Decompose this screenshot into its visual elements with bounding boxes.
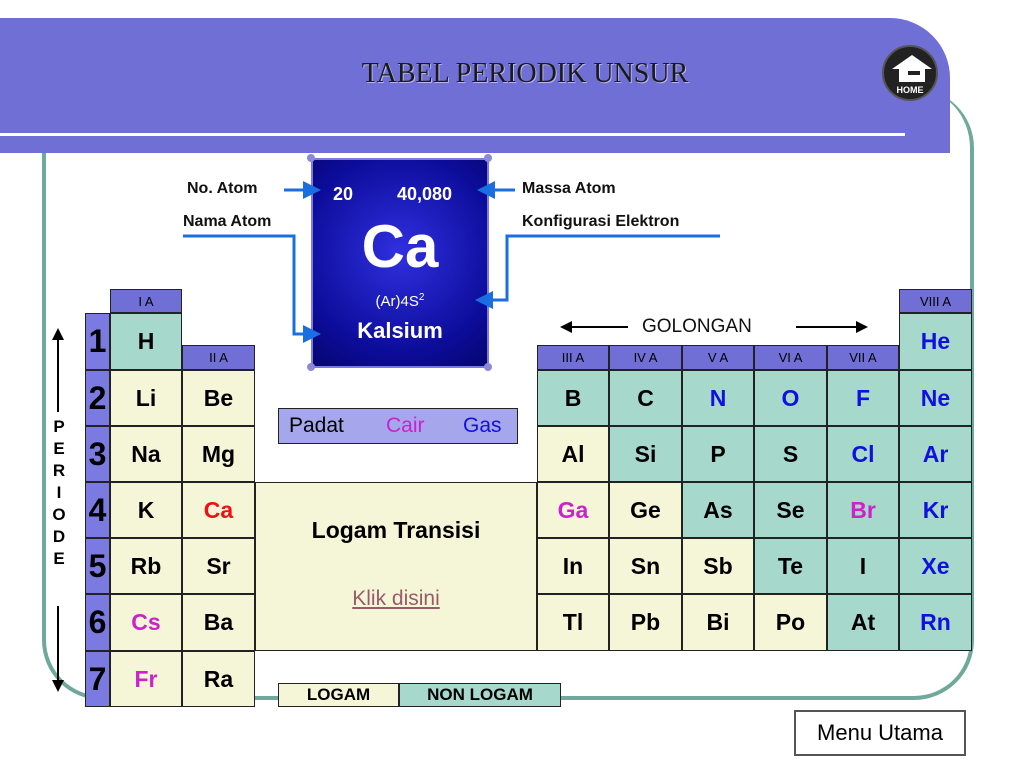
period-5: 5 <box>85 538 110 594</box>
transition-metals-block <box>255 482 537 651</box>
page-title: TABEL PERIODIK UNSUR <box>361 58 689 89</box>
element-Ga[interactable]: Ga <box>537 482 609 538</box>
home-label: HOME <box>896 85 924 95</box>
element-Ca[interactable]: Ca <box>182 482 255 538</box>
group-header-IIIA: III A <box>537 345 609 370</box>
legend-config-base: (Ar)4S <box>375 293 419 310</box>
periode-letter: I <box>56 483 62 502</box>
element-Rb[interactable]: Rb <box>110 538 182 594</box>
periode-letter: E <box>53 439 65 458</box>
group-header-IIA: II A <box>182 345 255 370</box>
element-Ge[interactable]: Ge <box>609 482 682 538</box>
element-B[interactable]: B <box>537 370 609 426</box>
element-Li[interactable]: Li <box>110 370 182 426</box>
transition-label: Logam Transisi <box>311 517 481 543</box>
periode-letter: O <box>52 505 66 524</box>
arrow-konfigurasi <box>478 236 720 300</box>
element-He[interactable]: He <box>899 313 972 370</box>
element-N[interactable]: N <box>682 370 754 426</box>
element-Si[interactable]: Si <box>609 426 682 482</box>
element-Pb[interactable]: Pb <box>609 594 682 651</box>
periode-label <box>50 416 68 570</box>
periode-letter: R <box>52 461 66 480</box>
label-no-atom: No. Atom <box>187 180 258 197</box>
element-Ar[interactable]: Ar <box>899 426 972 482</box>
element-P[interactable]: P <box>682 426 754 482</box>
state-solid: Padat <box>289 414 344 437</box>
state-legend <box>278 408 518 444</box>
state-gas: Gas <box>463 414 502 437</box>
golongan-label: GOLONGAN <box>642 316 752 337</box>
legend-atomic-number: 20 <box>333 184 354 204</box>
element-Mg[interactable]: Mg <box>182 426 255 482</box>
element-Ba[interactable]: Ba <box>182 594 255 651</box>
transition-link[interactable]: Klik disini <box>352 587 440 610</box>
element-C[interactable]: C <box>609 370 682 426</box>
group-header-VIIA: VII A <box>827 345 899 370</box>
period-3: 3 <box>85 426 110 482</box>
legend-metal: LOGAM <box>278 683 399 707</box>
period-7: 7 <box>85 651 110 707</box>
element-Xe[interactable]: Xe <box>899 538 972 594</box>
period-2: 2 <box>85 370 110 426</box>
periode-letter: E <box>53 549 65 568</box>
element-Na[interactable]: Na <box>110 426 182 482</box>
group-header-VIA: VI A <box>754 345 827 370</box>
element-Cs[interactable]: Cs <box>110 594 182 651</box>
element-Sr[interactable]: Sr <box>182 538 255 594</box>
element-Ne[interactable]: Ne <box>899 370 972 426</box>
legend-symbol: Ca <box>361 213 439 280</box>
element-Ra[interactable]: Ra <box>182 651 255 707</box>
state-liquid: Cair <box>386 414 425 437</box>
legend-config-sup: 2 <box>418 292 425 303</box>
element-Tl[interactable]: Tl <box>537 594 609 651</box>
element-Fr[interactable]: Fr <box>110 651 182 707</box>
legend-nonmetal: NON LOGAM <box>399 683 561 707</box>
element-Kr[interactable]: Kr <box>899 482 972 538</box>
element-Sb[interactable]: Sb <box>682 538 754 594</box>
group-header-IA: I A <box>110 289 182 313</box>
element-Te[interactable]: Te <box>754 538 827 594</box>
element-Rn[interactable]: Rn <box>899 594 972 651</box>
group-header-VIIIA: VIII A <box>899 289 972 313</box>
period-1: 1 <box>85 313 110 370</box>
element-Br[interactable]: Br <box>827 482 899 538</box>
element-S[interactable]: S <box>754 426 827 482</box>
element-I[interactable]: I <box>827 538 899 594</box>
element-Sn[interactable]: Sn <box>609 538 682 594</box>
element-In[interactable]: In <box>537 538 609 594</box>
periode-letter: D <box>52 527 66 546</box>
legend-atomic-mass: 40,080 <box>397 184 453 204</box>
element-Cl[interactable]: Cl <box>827 426 899 482</box>
arrow-nama-atom <box>183 236 318 334</box>
element-F[interactable]: F <box>827 370 899 426</box>
group-header-IVA: IV A <box>609 345 682 370</box>
label-massa-atom: Massa Atom <box>522 180 616 197</box>
period-6: 6 <box>85 594 110 651</box>
element-Se[interactable]: Se <box>754 482 827 538</box>
element-O[interactable]: O <box>754 370 827 426</box>
label-nama-atom: Nama Atom <box>183 213 272 230</box>
element-H[interactable]: H <box>110 313 182 370</box>
label-konfigurasi: Konfigurasi Elektron <box>522 213 680 230</box>
element-K[interactable]: K <box>110 482 182 538</box>
group-header-VA: V A <box>682 345 754 370</box>
menu-utama-button[interactable]: Menu Utama <box>794 710 966 756</box>
element-Al[interactable]: Al <box>537 426 609 482</box>
element-Po[interactable]: Po <box>754 594 827 651</box>
element-At[interactable]: At <box>827 594 899 651</box>
legend-element-name: Kalsium <box>357 318 443 343</box>
element-Bi[interactable]: Bi <box>682 594 754 651</box>
element-As[interactable]: As <box>682 482 754 538</box>
period-4: 4 <box>85 482 110 538</box>
element-Be[interactable]: Be <box>182 370 255 426</box>
periode-letter: P <box>53 417 65 436</box>
